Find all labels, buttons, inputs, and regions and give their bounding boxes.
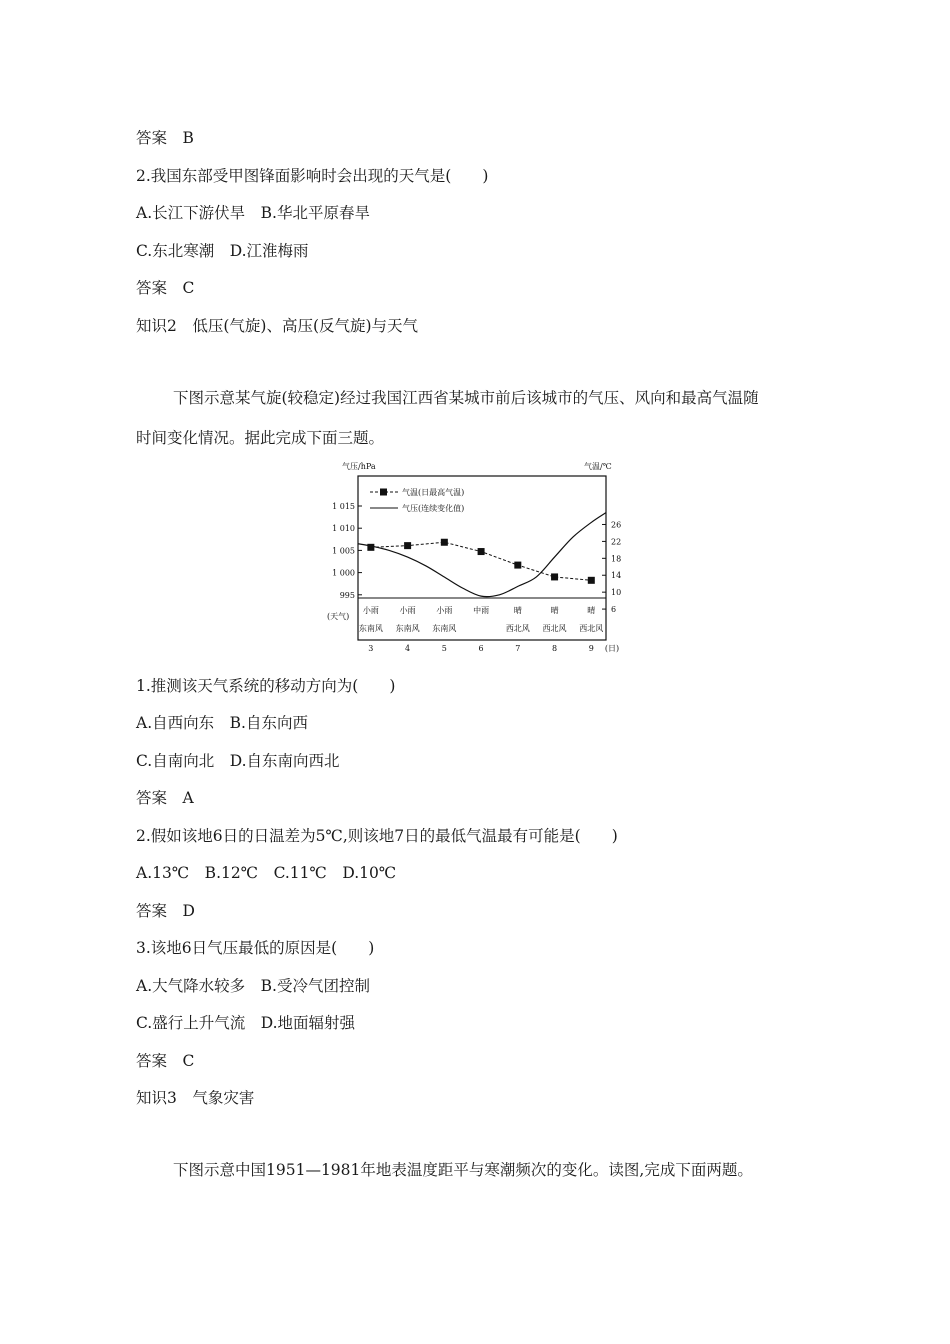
wind-label: 东南风 bbox=[395, 624, 420, 633]
weather-label: 小雨 bbox=[436, 606, 453, 615]
wind-label: 东南风 bbox=[358, 624, 383, 633]
weather-label: 小雨 bbox=[399, 606, 416, 615]
x-tick-label: 9 bbox=[588, 644, 594, 653]
options-line: A.长江下游伏旱 B.华北平原春旱 bbox=[136, 204, 370, 222]
legend-temperature-marker bbox=[380, 489, 387, 496]
x-tick-label: 4 bbox=[405, 644, 411, 653]
left-tick-label: 1 005 bbox=[332, 546, 355, 556]
answer-line: 答案 D bbox=[136, 902, 195, 920]
question-text: 2.假如该地6日的日温差为5℃,则该地7日的最低气温最有可能是( ) bbox=[136, 827, 618, 845]
weather-label: 中雨 bbox=[473, 606, 490, 615]
intro-paragraph-line: 时间变化情况。据此完成下面三题。 bbox=[136, 429, 385, 447]
temperature-point bbox=[441, 539, 448, 546]
legend-temperature-label: 气温(日最高气温) bbox=[402, 488, 465, 497]
temperature-point bbox=[588, 577, 595, 584]
options-line: A.大气降水较多 B.受冷气团控制 bbox=[136, 977, 370, 995]
left-tick-label: 995 bbox=[339, 590, 355, 600]
temperature-point bbox=[367, 544, 374, 551]
question-text: 2.我国东部受甲图锋面影响时会出现的天气是( ) bbox=[136, 167, 489, 185]
temperature-point bbox=[404, 542, 411, 549]
weather-row-label: (天气) bbox=[327, 612, 350, 621]
legend-pressure-label: 气压(连续变化值) bbox=[402, 504, 465, 513]
x-tick-label: 5 bbox=[441, 644, 447, 653]
section-heading: 知识3 气象灾害 bbox=[136, 1089, 255, 1107]
intro-paragraph-line: 下图示意某气旋(较稳定)经过我国江西省某城市前后该城市的气压、风向和最高气温随 bbox=[173, 389, 759, 407]
weather-label: 小雨 bbox=[362, 606, 379, 615]
answer-line: 答案 C bbox=[136, 279, 195, 297]
wind-label: 西北风 bbox=[579, 624, 604, 633]
answer-line: 答案 C bbox=[136, 1052, 195, 1070]
options-line: C.东北寒潮 D.江淮梅雨 bbox=[136, 242, 309, 260]
temperature-point bbox=[551, 573, 558, 580]
right-tick-label: 6 bbox=[611, 605, 617, 615]
right-tick-label: 22 bbox=[611, 537, 622, 547]
options-line: C.自南向北 D.自东南向西北 bbox=[136, 752, 340, 770]
wind-label: 东南风 bbox=[432, 624, 457, 633]
weather-chart bbox=[322, 458, 628, 654]
wind-label: 西北风 bbox=[505, 624, 530, 633]
weather-label: 晴 bbox=[587, 606, 596, 615]
right-axis-title: 气温/℃ bbox=[584, 462, 612, 471]
question-text: 1.推测该天气系统的移动方向为( ) bbox=[136, 677, 396, 695]
temperature-point bbox=[514, 562, 521, 569]
x-tick-label: 3 bbox=[368, 644, 374, 653]
weather-label: 晴 bbox=[513, 606, 522, 615]
right-tick-label: 18 bbox=[611, 554, 622, 564]
weather-label: 晴 bbox=[550, 606, 559, 615]
left-axis-title: 气压/hPa bbox=[342, 462, 376, 471]
x-tick-label: 6 bbox=[478, 644, 484, 653]
intro-paragraph-line: 下图示意中国1951—1981年地表温度距平与寒潮频次的变化。读图,完成下面两题。 bbox=[173, 1161, 753, 1179]
options-line: A.自西向东 B.自东向西 bbox=[136, 714, 308, 732]
options-line: A.13℃ B.12℃ C.11℃ D.10℃ bbox=[136, 864, 397, 882]
x-tick-label: 8 bbox=[552, 644, 558, 653]
answer-line: 答案 B bbox=[136, 129, 194, 147]
right-tick-label: 26 bbox=[611, 520, 622, 530]
weather-chart-svg bbox=[322, 458, 628, 654]
left-tick-label: 1 000 bbox=[332, 568, 355, 578]
right-tick-label: 10 bbox=[611, 588, 622, 598]
answer-line: 答案 A bbox=[136, 789, 194, 807]
wind-label: 西北风 bbox=[542, 624, 567, 633]
options-line: C.盛行上升气流 D.地面辐射强 bbox=[136, 1014, 356, 1032]
left-tick-label: 1 010 bbox=[332, 524, 355, 534]
plot-frame bbox=[358, 476, 606, 640]
left-tick-label: 1 015 bbox=[332, 502, 355, 511]
question-text: 3.该地6日气压最低的原因是( ) bbox=[136, 939, 375, 957]
x-axis-unit: (日) bbox=[604, 644, 620, 653]
x-tick-label: 7 bbox=[515, 644, 521, 653]
temperature-point bbox=[478, 548, 485, 555]
section-heading: 知识2 低压(气旋)、高压(反气旋)与天气 bbox=[136, 317, 419, 335]
right-tick-label: 14 bbox=[611, 571, 622, 581]
temperature-series-line bbox=[371, 542, 591, 580]
